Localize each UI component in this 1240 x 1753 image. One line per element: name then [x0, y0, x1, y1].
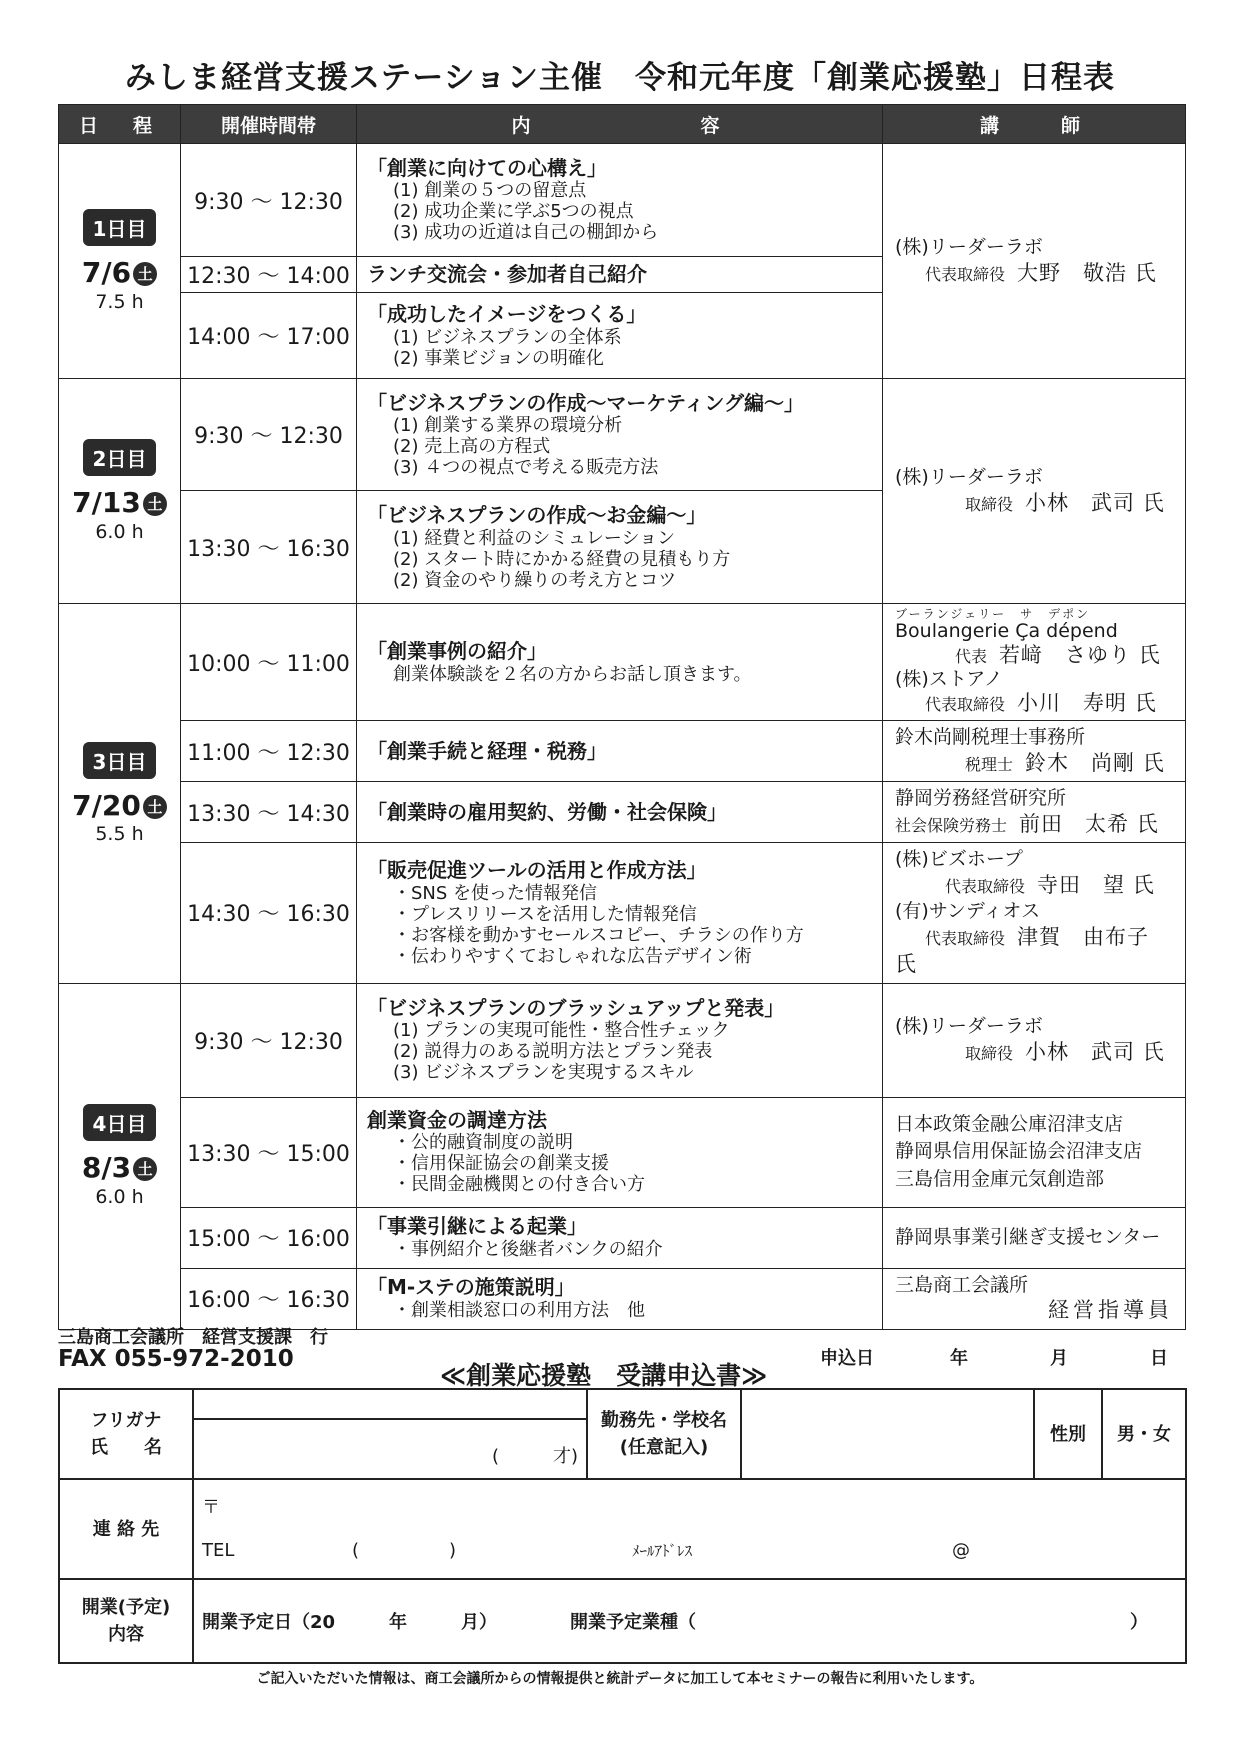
session-title: 「販売促進ツールの活用と作成方法」	[367, 858, 707, 883]
session-time: 10:00 ～ 11:00	[181, 604, 357, 721]
table-row	[59, 1268, 1186, 1329]
close-paren: ）	[1130, 1612, 1148, 1633]
session-item: (3) ４つの視点で考える販売方法	[393, 457, 659, 479]
session-item: (3) ビジネスプランを実現するスキル	[393, 1062, 694, 1084]
instructor-name: 小林 武司 氏	[1025, 1039, 1165, 1064]
form-title: ≪創業応援塾 受講申込書≫	[440, 1361, 768, 1390]
session-item: (2) スタート時にかかる経費の見積もり方	[393, 548, 731, 570]
instructor-role: 代表取締役	[925, 929, 1006, 948]
day-badge: 1日目	[83, 209, 157, 246]
instructor-role: 社会保険労務士	[895, 816, 1008, 836]
saturday-icon: 土	[133, 262, 157, 286]
session-title: ランチ交流会・参加者自己紹介	[367, 262, 647, 286]
day-date	[59, 488, 180, 519]
session-item: ・伝わりやすくておしゃれな広告デザイン術	[393, 945, 752, 967]
application-form	[58, 1388, 1187, 1664]
business-label-cell	[59, 1579, 193, 1663]
session-content	[357, 983, 883, 1097]
apply-date-day: 日	[1150, 1348, 1168, 1369]
day-badge: 3日目	[83, 742, 157, 779]
business-date[interactable]: 開業予定日（20 年 月）	[202, 1612, 498, 1633]
day-1-cell	[59, 144, 181, 379]
saturday-icon: 土	[133, 1157, 157, 1181]
session-content	[357, 491, 883, 604]
day-hours: 6.0 h	[95, 1185, 144, 1208]
saturday-icon: 土	[143, 492, 167, 516]
instructor-org: (株)リーダーラボ	[895, 1015, 1043, 1038]
name-label-cell	[59, 1389, 193, 1479]
date-text: 7/13	[72, 486, 141, 520]
privacy-note: ご記入いただいた情報は、商工会議所からの情報提供と統計データに加工して本セミナーの報告に利用いたします。	[256, 1671, 984, 1687]
session-title: 「創業に向けての心構え」	[367, 155, 607, 180]
table-row	[59, 721, 1186, 782]
day-4-cell	[59, 983, 181, 1329]
session-item: ・民間金融機関との付き合い方	[393, 1174, 645, 1196]
session-title: 「M-ステの施策説明」	[367, 1275, 575, 1300]
session-content	[357, 293, 883, 379]
age-field[interactable]: ( 才)	[491, 1446, 578, 1467]
session-content	[357, 1207, 883, 1268]
date-text: 7/6	[81, 256, 132, 290]
form-row	[59, 1479, 1186, 1579]
apply-date	[820, 1344, 1168, 1370]
session-item: ・信用保証協会の創業支援	[393, 1153, 609, 1175]
session-item: (2) 事業ビジョンの明確化	[393, 347, 604, 369]
session-content	[357, 1097, 883, 1207]
instructor-role: 代表取締役	[925, 695, 1006, 715]
gender-label: 性別	[1034, 1389, 1102, 1479]
session-title: 「ビジネスプランの作成～お金編～」	[367, 503, 707, 528]
instructor-role: 代表取締役	[925, 264, 1006, 284]
instructor-name: 寺田 望 氏	[1037, 873, 1155, 898]
session-time: 9:30 ～ 12:30	[181, 983, 357, 1097]
fax-number: FAX 055-972-2010	[58, 1346, 294, 1372]
session-item: ・プレスリリースを活用した情報発信	[393, 903, 697, 925]
instructor-org: 静岡県信用保証協会沼津支店	[895, 1140, 1143, 1163]
instructor-cell	[883, 144, 1186, 379]
contact-label: 連 絡 先	[59, 1479, 193, 1579]
furigana-label: フリガナ	[90, 1410, 162, 1431]
session-time: 13:30 ～ 16:30	[181, 491, 357, 604]
session-item: ・SNS を使った情報発信	[393, 882, 598, 904]
instructor-cell	[883, 782, 1186, 843]
recipient-org: 三島商工会議所 経営支援課 行	[58, 1327, 328, 1348]
day-2-cell	[59, 379, 181, 604]
session-item: ・創業相談窓口の利用方法 他	[393, 1299, 645, 1321]
instructor-role: 取締役	[965, 1043, 1014, 1063]
session-content	[357, 604, 883, 721]
employer-note: (任意記入)	[619, 1437, 709, 1458]
at-mark: @	[952, 1540, 970, 1561]
session-title: 「創業時の雇用契約、労働・社会保険」	[367, 799, 727, 824]
instructor-role: 代表取締役	[945, 877, 1026, 897]
instructor-org: 日本政策金融公庫沼津支店	[895, 1112, 1124, 1135]
instructor-org: (株)ストアノ	[895, 668, 1003, 691]
employer-label-cell	[587, 1389, 741, 1479]
instructor-cell	[883, 1207, 1186, 1268]
session-item: (1) プランの実現可能性・整合性チェック	[393, 1020, 730, 1042]
session-title: 「創業手続と経理・税務」	[367, 738, 607, 763]
session-time: 14:30 ～ 16:30	[181, 843, 357, 983]
business-field[interactable]	[193, 1579, 1186, 1663]
instructor-name: 大野 敬浩 氏	[1017, 260, 1157, 285]
tel-field[interactable]: ( )	[352, 1540, 457, 1561]
instructor-name: 小川 寿明 氏	[1017, 691, 1157, 716]
instructor-org: 鈴木尚剛税理士事務所	[895, 726, 1086, 749]
session-item: 創業体験談を２名の方からお話し頂きます。	[393, 663, 752, 685]
day-badge: 2日目	[83, 439, 157, 476]
instructor-cell	[883, 604, 1186, 721]
session-time: 11:00 ～ 12:30	[181, 721, 357, 782]
instructor-name: 鈴木 尚剛 氏	[1025, 751, 1165, 776]
table-row	[59, 379, 1186, 491]
header-content: 内 容	[357, 105, 883, 144]
instructor-cell	[883, 843, 1186, 983]
instructor-cell	[883, 721, 1186, 782]
session-item: (1) 創業の５つの留意点	[393, 180, 587, 202]
session-item: ・お客様を動かすセールスコピー、チラシの作り方	[393, 924, 804, 946]
instructor-cell	[883, 1097, 1186, 1207]
instructor-role: 代表	[955, 647, 988, 667]
table-row	[59, 144, 1186, 257]
instructor-name: 小林 武司 氏	[1025, 491, 1165, 516]
session-time: 9:30 ～ 12:30	[181, 144, 357, 257]
session-item: ・公的融資制度の説明	[393, 1132, 573, 1154]
table-row	[59, 1207, 1186, 1268]
instructor-org: Boulangerie Ça dépend	[895, 620, 1118, 643]
session-item: (1) 経費と利益のシミュレーション	[393, 527, 676, 549]
table-row	[59, 843, 1186, 983]
session-time: 12:30 ～ 14:00	[181, 257, 357, 293]
name-label: 氏 名	[90, 1437, 162, 1458]
session-title: 「ビジネスプランのブラッシュアップと発表」	[367, 995, 785, 1020]
session-title: 「成功したイメージをつくる」	[367, 302, 647, 327]
session-content	[357, 721, 883, 782]
postal-mark: 〒	[202, 1496, 220, 1518]
email-label: ﾒｰﾙｱﾄﾞﾚｽ	[632, 1542, 693, 1560]
apply-date-year: 年	[950, 1348, 968, 1369]
instructor-name: 経営指導員	[1048, 1298, 1173, 1323]
session-item: (2) 資金のやり繰りの考え方とコツ	[393, 569, 677, 591]
contact-field[interactable]	[193, 1479, 1186, 1579]
business-label: 開業(予定)	[81, 1597, 171, 1618]
schedule-header-row	[59, 105, 1186, 144]
contact-line	[202, 1529, 1177, 1572]
day-date	[59, 1153, 180, 1184]
date-text: 7/20	[72, 788, 141, 822]
apply-date-month: 月	[1050, 1348, 1068, 1369]
instructor-org: 静岡県事業引継ぎ支援センター	[895, 1226, 1161, 1249]
session-time: 15:00 ～ 16:00	[181, 1207, 357, 1268]
schedule-table	[58, 104, 1186, 1330]
session-content	[357, 379, 883, 491]
session-time: 13:30 ～ 15:00	[181, 1097, 357, 1207]
session-content	[357, 1268, 883, 1329]
session-title: 「事業引継による起業」	[367, 1214, 587, 1239]
employer-label: 勤務先・学校名	[601, 1410, 727, 1431]
day-badge: 4日目	[83, 1104, 157, 1141]
instructor-cell	[883, 983, 1186, 1097]
name-field[interactable]	[193, 1419, 587, 1479]
session-content	[357, 144, 883, 257]
instructor-name: 前田 太希 氏	[1019, 812, 1159, 837]
instructor-name: 津賀 由布子 氏	[895, 925, 1150, 977]
day-hours: 7.5 h	[95, 291, 144, 314]
form-row	[59, 1579, 1186, 1663]
business-label-sub: 内容	[108, 1624, 144, 1645]
session-item: (2) 説得力のある説明方法とプラン発表	[393, 1041, 713, 1063]
session-item: (3) 成功の近道は自己の棚卸から	[393, 222, 659, 244]
instructor-org-ruby: ブーランジェリー サ デポン	[895, 607, 1091, 622]
instructor-role: 税理士	[965, 755, 1014, 775]
header-day: 日 程	[59, 105, 181, 144]
session-title: 「創業事例の紹介」	[367, 639, 547, 664]
session-content	[357, 257, 883, 293]
tel-label: TEL	[202, 1540, 235, 1561]
session-time: 14:00 ～ 17:00	[181, 293, 357, 379]
day-hours: 6.0 h	[95, 521, 144, 544]
instructor-cell	[883, 1268, 1186, 1329]
instructor-org: (有)サンディオス	[895, 900, 1041, 923]
business-type[interactable]: 開業予定業種（	[570, 1612, 696, 1633]
session-item: (2) 売上高の方程式	[393, 436, 551, 458]
session-title: 「ビジネスプランの作成～マーケティング編～」	[367, 390, 804, 415]
gender-choice[interactable]: 男・女	[1102, 1389, 1186, 1479]
session-content	[357, 782, 883, 843]
saturday-icon: 土	[143, 795, 167, 819]
instructor-cell	[883, 379, 1186, 604]
header-instructor: 講 師	[883, 105, 1186, 144]
day-3-cell	[59, 604, 181, 983]
session-time: 16:00 ～ 16:30	[181, 1268, 357, 1329]
session-time: 13:30 ～ 14:30	[181, 782, 357, 843]
table-row	[59, 983, 1186, 1097]
session-content	[357, 843, 883, 983]
date-text: 8/3	[81, 1151, 132, 1185]
form-row	[59, 1389, 1186, 1419]
page-title: みしま経営支援ステーション主催 令和元年度「創業応援塾」日程表	[124, 60, 1116, 96]
instructor-role: 取締役	[965, 495, 1014, 515]
day-hours: 5.5 h	[95, 823, 144, 846]
session-title: 創業資金の調達方法	[367, 1107, 547, 1132]
day-date	[59, 788, 180, 822]
session-item: (2) 成功企業に学ぶ5つの視点	[393, 201, 634, 223]
instructor-org: (株)リーダーラボ	[895, 236, 1043, 259]
day-date	[59, 258, 180, 289]
instructor-org: 三島信用金庫元気創造部	[895, 1167, 1105, 1190]
session-item: (1) ビジネスプランの全体系	[393, 326, 622, 348]
instructor-name: 若﨑 さゆり 氏	[999, 643, 1161, 668]
table-row	[59, 1097, 1186, 1207]
header-time: 開催時間帯	[181, 105, 357, 144]
table-row	[59, 782, 1186, 843]
instructor-org: 静岡労務経営研究所	[895, 787, 1067, 810]
instructor-org: 三島商工会議所	[895, 1273, 1029, 1296]
session-time: 9:30 ～ 12:30	[181, 379, 357, 491]
instructor-org: (株)ビズホープ	[895, 848, 1023, 871]
employer-field[interactable]	[741, 1389, 1034, 1479]
session-item: (1) 創業する業界の環境分析	[393, 415, 623, 437]
instructor-org: (株)リーダーラボ	[895, 466, 1043, 489]
table-row	[59, 604, 1186, 721]
furigana-field[interactable]	[193, 1389, 587, 1419]
session-item: ・事例紹介と後継者バンクの紹介	[393, 1238, 663, 1260]
apply-date-label: 申込日	[820, 1348, 874, 1369]
